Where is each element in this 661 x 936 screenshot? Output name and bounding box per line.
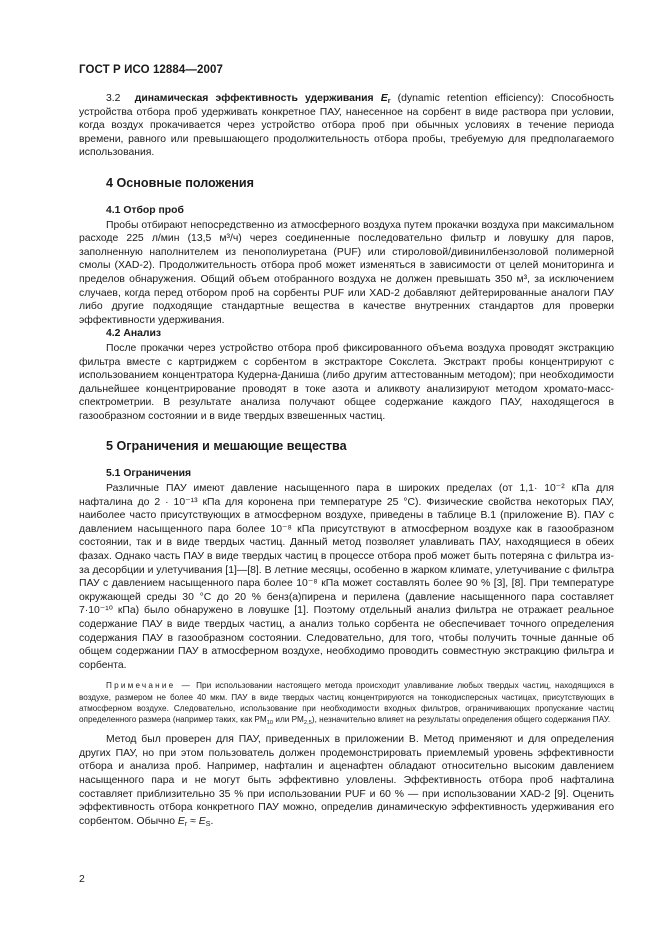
formula-right: E bbox=[198, 815, 206, 827]
formula-operator: ≈ bbox=[187, 815, 199, 827]
final-paragraph bbox=[79, 733, 614, 828]
subsection-4-2-text: После прокачки через устройство отбора проб фиксированного объема воздуха проводят экстракцию фильтра вместе с картриджем с сорбентом в экстракторе Сокслета. Экстракт пробы концентрируют с использованием концентратора Кудерна-Даниша (либо другим аттестованным методом); при необходимости дальнейшее концентрирование проводят в токе азота и аликвоту анализируют методом хромато-масс-спектрометрии. В результате анализа получают общее содержание каждого ПАУ, находящегося в газообразном состоянии и в виде твердых взвешенных частиц. bbox=[79, 342, 614, 422]
subsection-4-1-heading: 4.1 Отбор проб bbox=[106, 204, 184, 216]
document-body bbox=[79, 92, 614, 828]
document-header: ГОСТ Р ИСО 12884—2007 bbox=[79, 64, 224, 76]
section-4-heading: 4 Основные положения bbox=[106, 175, 255, 190]
clause-3-2 bbox=[79, 92, 614, 160]
term-name: динамическая эффективность удерживания bbox=[134, 93, 374, 104]
term-symbol-sub: r bbox=[387, 96, 391, 105]
formula-left: E bbox=[177, 815, 185, 827]
subsection-4-2-heading: 4.2 Анализ bbox=[106, 328, 162, 340]
subsection-5-1-heading: 5.1 Ограничения bbox=[106, 468, 192, 480]
final-paragraph-text: Метод был проверен для ПАУ, приведенных в приложении В. Метод применяют и для определения других ПАУ, но при этом пользователь должен продемонстрировать приемлемый уровень эффективности отбора и анализа проб. Например, нафталин и аценафтен обладают относительно высоким давлением насыщенного пара и не могут быть эффективно уловлены. Эффективность отбора проб нафталина составляет приблизительно 35 % при использовании PUF и 60 % — при использовании XAD-2 [9]. Оценить эффективность отбора конкретного ПАУ можно, определив динамическую эффективность удерживания его сорбентом. Обычно bbox=[79, 734, 614, 827]
formula-right-sub: S bbox=[205, 818, 211, 828]
note-text-after: ), незначительно влияет на результаты определения общего содержания ПАУ. bbox=[311, 714, 611, 724]
formula-end: . bbox=[210, 815, 214, 827]
note-text-before: При использовании настоящего метода происходит улавливание любых твердых частиц, находящихся в воздухе, размером не более 40 мкм. ПАУ в виде твердых частиц концентрируются на тонкодисперсных частицах, присутствующих в атмосферном воздухе. Следовательно, использование при необходимости входных фильтров, ограничивающих пропускание частиц определенного размера (например таких, как PM bbox=[79, 681, 614, 724]
note-label: Примечание — bbox=[106, 681, 193, 691]
note-pm10-sub: 10 bbox=[266, 719, 274, 726]
term-english: (dynamic retention efficiency): bbox=[397, 93, 544, 104]
page-number: 2 bbox=[79, 874, 85, 885]
clause-number: 3.2 bbox=[106, 93, 121, 104]
formula-left-sub: r bbox=[184, 818, 188, 828]
note bbox=[79, 680, 614, 725]
term-symbol: E bbox=[380, 93, 388, 104]
note-pm25-sub: 2,5 bbox=[303, 719, 312, 726]
subsection-4-1-text: Пробы отбирают непосредственно из атмосферного воздуха путем прокачки воздуха при максимальном расходе 225 л/мин (13,5 м³/ч) через соединенные последовательно фильтр и ловушку для паров, заполненную наполнителем из пенополиуретана (PUF) или стироловой/дивинилбензоловой полимерной смолы (XAD-2). Продолжительность отбора проб может изменяться в зависимости от целей мониторинга и пределов обнаружения. Общий объем отобранного воздуха не должен превышать 350 м³, за исключением случаев, когда перед отбором проб на сорбенты PUF или XAD-2 добавляют дейтерированные аналоги ПАУ либо другие подходящие стандартные вещества в качестве внутренних стандартов для проверки эффективности удерживания. bbox=[79, 219, 614, 326]
subsection-5-1-text: Различные ПАУ имеют давление насыщенного пара в широких пределах (от 1,1· 10⁻² кПа для нафталина до 2 · 10⁻¹³ кПа для коронена при температуре 25 °C). Физические свойства некоторых ПАУ, наиболее часто присутствующих в атмосферном воздухе, приведены в таблице В.1 (приложение В). ПАУ с давлением насыщенного пара более 10⁻⁸ кПа присутствуют в атмосферном воздухе как в газообразном состоянии, так и в виде твердых частиц. Данный метод позволяет улавливать ПАУ, находящиеся в обеих фазах. Однако часть ПАУ в виде твердых частиц в процессе отбора проб может быть потеряна с фильтра из-за десорбции и улетучивания [1]—[8]. В летние месяцы, особенно в жарком климате, улетучивание с фильтра ПАУ с давлением насыщенного пара более 10⁻⁸ кПа может составлять более 90 % [3], [8]. При температуре окружающей среды 30 °C до 20 % бенз(а)пирена и перилена (давление насыщенного пара составляет 7·10⁻¹⁰ кПа) было обнаружено в ловушке [1]. Поэтому отдельный анализ фильтра не отражает реальное содержание ПАУ в виде твердых частиц, а анализ только сорбента не обеспечивает точного определения содержания ПАУ в газообразном состоянии. Следовательно, для того, чтобы получить точные данные об общем содержании ПАУ в атмосферном воздухе, необходимо проводить совместную экстракцию фильтра и сорбента. bbox=[79, 483, 614, 671]
section-5-heading: 5 Ограничения и мешающие вещества bbox=[106, 439, 347, 454]
note-text-mid: или PM bbox=[273, 714, 304, 724]
term-definition: Способность устройства отбора проб удерживать конкретное ПАУ, нанесенное на сорбент в виде раствора при условии, когда воздух прокачивается через устройство отбора проб при обычных условиях в течение периода времени, равного или превышающего продолжительность отбора пробы, требуемую для предполагаемого использования. bbox=[79, 93, 614, 159]
